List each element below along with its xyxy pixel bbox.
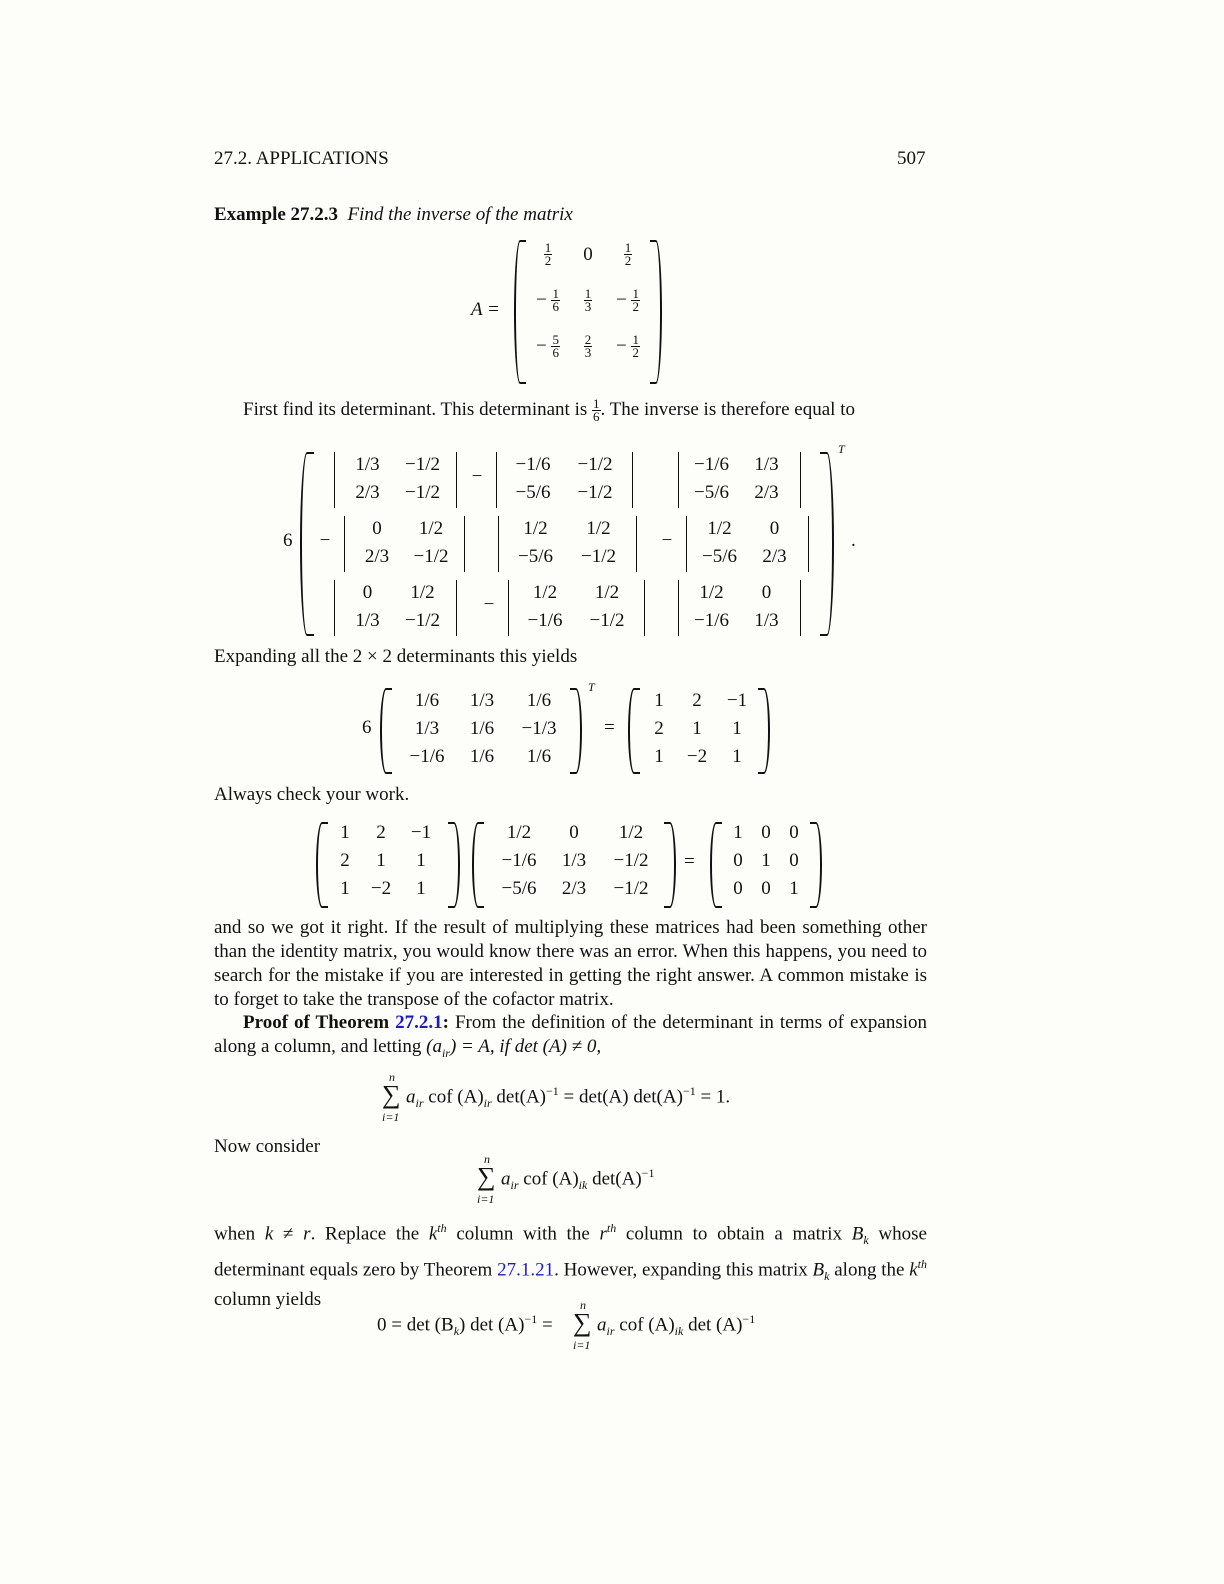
text: . However, expanding this matrix (554, 1259, 813, 1281)
text: whose determinant equals zero by Theorem (214, 1223, 927, 1281)
right-paren (664, 822, 676, 908)
numerator: 1 (624, 240, 632, 255)
minor-entry: 1/3 (355, 610, 380, 631)
eq-equals: = (537, 1314, 553, 1336)
numerator: 1 (632, 286, 639, 301)
matrix-entry: −5/6 (501, 878, 537, 899)
eq-det: ) det (A) (459, 1314, 525, 1336)
theorem-link-27-2-1[interactable]: 27.2.1 (395, 1012, 443, 1033)
matrix-entry: −1/2 (613, 878, 649, 899)
text: column yields (214, 1289, 322, 1311)
minor-entry: 1/2 (594, 582, 620, 603)
math-sup: th (606, 1221, 617, 1235)
minor-entry: −1/2 (405, 482, 440, 503)
matrix-entry: −2 (686, 746, 708, 767)
minor-entry: −1/2 (413, 546, 449, 567)
sum-icon: ∑ (573, 1308, 592, 1337)
determinant-bar (636, 516, 637, 572)
math-k: k (264, 1223, 274, 1245)
matrix-entry: 1 (733, 822, 743, 843)
text: column to obtain a matrix (616, 1223, 852, 1245)
matrix-entry: 1 (416, 850, 426, 871)
minor-entry: −5/6 (694, 482, 729, 503)
minor-entry: −5/6 (515, 482, 551, 503)
eq-sub: ir (483, 1096, 492, 1111)
math-sub: k (863, 1233, 869, 1248)
minor-entry: 1/3 (355, 454, 380, 475)
minor-entry: 2/3 (355, 482, 380, 503)
eq-sub: ir (415, 1096, 424, 1111)
matrix-entry: 1 (789, 878, 799, 899)
sum-icon: ∑ (382, 1080, 401, 1109)
sum-upper-limit: n (580, 1298, 586, 1312)
proof-colon: : (442, 1012, 449, 1033)
right-paren (448, 822, 460, 908)
sign: − (616, 289, 632, 311)
matrix-entry: 1 (761, 850, 771, 871)
minor-entry: 2/3 (762, 546, 787, 567)
fraction (624, 242, 633, 267)
determinant-bar (456, 580, 457, 636)
right-paren (570, 688, 582, 774)
transpose-mark: T (838, 442, 845, 456)
determinant-bar (686, 516, 687, 572)
equation-2 (501, 1166, 654, 1193)
matrix-entry: −1/6 (501, 850, 537, 871)
matrix-entry: 1/2 (506, 822, 532, 843)
proof-text: From the definition of the determinant in terms of expansion along a column, and letting (214, 1012, 928, 1057)
math-sup: th (917, 1257, 927, 1272)
minus-sign: − (319, 530, 331, 551)
matrix-entry: 2 (692, 690, 702, 711)
fraction (544, 242, 553, 267)
matrix-entry: 1/3 (414, 718, 440, 739)
minor-entry: 0 (769, 518, 780, 539)
eq-cof: cof (A) (423, 1086, 484, 1108)
text: along the (829, 1259, 910, 1281)
determinant-bar (334, 580, 335, 636)
proof-math-rest: ) = A, if det (A) ≠ 0, (449, 1036, 602, 1057)
matrix-entry: 2 (340, 850, 350, 871)
sign: − (536, 335, 552, 357)
eq-term: a (597, 1314, 607, 1336)
right-paren (758, 688, 770, 774)
sign: − (536, 289, 552, 311)
minor-entry: −1/2 (405, 610, 440, 631)
eq-end: = 1. (695, 1086, 731, 1108)
left-paren (472, 822, 484, 908)
fraction (584, 288, 593, 313)
minor-entry: 1/2 (532, 582, 558, 603)
matrix-entry: 0 (569, 822, 579, 843)
eq-lhs: 0 = det (B (377, 1314, 454, 1336)
fraction (551, 334, 560, 359)
fraction (631, 334, 640, 359)
minor-entry: −1/2 (581, 546, 616, 567)
minor-entry: −5/6 (518, 546, 553, 567)
now-consider-text: Now consider (214, 1136, 321, 1157)
minor-entry: −1/6 (527, 610, 563, 631)
denominator: 2 (544, 253, 552, 268)
text: column with the (446, 1223, 600, 1245)
determinant-bar (678, 580, 679, 636)
fraction (551, 288, 560, 313)
math-sub: k (824, 1269, 830, 1284)
minus-sign: − (471, 466, 483, 487)
matrix-entry: −1/6 (409, 746, 445, 767)
expanding-text: Expanding all the 2 × 2 determinants this yields (214, 646, 578, 667)
left-paren (380, 688, 392, 774)
math-b: B (812, 1259, 825, 1281)
denominator: 3 (584, 345, 592, 360)
determinant-bar (456, 452, 457, 508)
transpose-mark: T (588, 680, 595, 694)
sum-upper-limit: n (389, 1070, 395, 1084)
minor-entry: 1/2 (707, 518, 732, 539)
matrix-entry: 1/2 (618, 822, 644, 843)
left-paren (300, 452, 314, 636)
expanded-scalar: 6 (362, 717, 372, 738)
matrix-a-entry (528, 334, 568, 359)
eq-sub: ir (510, 1178, 519, 1193)
math-r: r (599, 1223, 607, 1245)
minor-entry: 1/3 (754, 454, 779, 475)
matrix-entry: −1 (726, 690, 748, 711)
minor-entry: −5/6 (702, 546, 737, 567)
paragraph-replace (214, 1216, 927, 1312)
example-heading (214, 204, 573, 226)
determinant-bar (498, 516, 499, 572)
minus-sign: − (483, 594, 495, 615)
eq-exp: −1 (682, 1084, 696, 1098)
sum-upper-limit: n (484, 1152, 490, 1166)
minor-entry: −1/2 (577, 454, 613, 475)
left-paren (710, 822, 722, 908)
equation-1 (406, 1084, 730, 1111)
left-paren (316, 822, 328, 908)
eq-sub: k (453, 1324, 460, 1339)
matrix-entry: 0 (789, 850, 799, 871)
math-sup: th (437, 1221, 447, 1235)
period: . (851, 530, 856, 551)
determinant-bar (800, 452, 801, 508)
minor-entry: 0 (372, 518, 382, 539)
matrix-entry: 1/6 (469, 718, 495, 739)
matrix-a-entry (608, 242, 648, 267)
proof-label: Proof of Theorem (243, 1012, 396, 1033)
minor-entry: 1/2 (586, 518, 611, 539)
matrix-entry: 1/6 (526, 746, 552, 767)
eq-det: det(A) (491, 1086, 547, 1108)
equation-3-rhs (597, 1312, 755, 1339)
math-b: B (851, 1223, 864, 1245)
det-fraction (592, 398, 601, 423)
det-sentence (243, 398, 855, 423)
minor-entry: −1/2 (405, 454, 440, 475)
minus-sign: − (661, 530, 673, 551)
matrix-entry: 1/6 (414, 690, 440, 711)
numerator: 1 (584, 286, 592, 301)
minor-entry: −1/2 (589, 610, 625, 631)
denominator: 2 (624, 253, 632, 268)
eq-rhs: = det(A) det(A) (558, 1086, 683, 1108)
denominator: 6 (552, 299, 559, 314)
determinant-bar (344, 516, 345, 572)
eq-exp: −1 (546, 1084, 559, 1098)
matrix-entry: 1/6 (526, 690, 552, 711)
check-text: Always check your work. (214, 784, 410, 805)
eq-det: det(A) (587, 1168, 642, 1190)
eq-exp: −1 (641, 1166, 655, 1180)
eq-exp: −1 (524, 1312, 538, 1326)
sum-icon: ∑ (477, 1162, 496, 1191)
equals-sign: = (604, 717, 615, 738)
minor-entry: −1/6 (694, 610, 729, 631)
numerator: 5 (552, 332, 559, 347)
matrix-entry: 1/6 (469, 746, 495, 767)
sum-lower-limit: i=1 (477, 1192, 495, 1206)
left-paren (628, 688, 640, 774)
matrix-a-entry (608, 288, 648, 313)
matrix-entry: 0 (761, 878, 771, 899)
matrix-entry: 0 (733, 850, 743, 871)
numerator: 2 (584, 332, 592, 347)
eq-cof: cof (A) (614, 1314, 675, 1336)
matrix-entry: −1/2 (613, 850, 649, 871)
eq-sub: ir (606, 1324, 615, 1339)
determinant-bar (496, 452, 497, 508)
text: when (214, 1223, 265, 1245)
minor-entry: 0 (362, 582, 373, 603)
matrix-entry: −2 (370, 878, 392, 899)
minor-entry: 2/3 (364, 546, 390, 567)
minor-entry: 2/3 (754, 482, 779, 503)
matrix-entry: 1 (654, 690, 664, 711)
example-label: Example 27.2.3 (214, 204, 339, 225)
left-paren (514, 240, 526, 384)
eq-exp: −1 (742, 1312, 756, 1326)
denominator: 3 (584, 299, 592, 314)
det-text-before: First find its determinant. This determinant is (243, 398, 592, 420)
example-statement: Find the inverse of the matrix (347, 204, 573, 225)
minor-entry: 1/2 (699, 582, 724, 603)
matrix-a-entry (528, 288, 568, 313)
determinant-bar (644, 580, 645, 636)
determinant-bar (464, 516, 465, 572)
denominator: 6 (552, 345, 559, 360)
denominator: 2 (632, 299, 639, 314)
matrix-entry: 0 (761, 822, 771, 843)
theorem-link-27-1-21[interactable]: 27.1.21 (497, 1259, 555, 1281)
matrix-entry: 1 (376, 850, 386, 871)
matrix-entry: 0 (789, 822, 799, 843)
right-paren (650, 240, 662, 384)
determinant-bar (800, 580, 801, 636)
matrix-a-entry (568, 334, 608, 359)
matrix-a-entry (568, 288, 608, 313)
sum-lower-limit: i=1 (573, 1338, 591, 1352)
paragraph-result: and so we got it right. If the result of multiplying these matrices had been something other than the identity matrix, you would know there was an error. When this happens, you need to search for the mistake if you are interested in getting the right answer. A common mistake is to forget to take the transpose of the cofactor matrix. (214, 917, 927, 1010)
eq-term: a (406, 1086, 416, 1108)
proof-math-sub: ir (441, 1045, 450, 1060)
det-frac-den: 6 (593, 409, 600, 424)
cofactor-scalar: 6 (283, 530, 293, 551)
minor-entry: 0 (761, 582, 772, 603)
numerator: 1 (552, 286, 559, 301)
math-k: k (909, 1259, 918, 1281)
fraction (584, 334, 593, 359)
matrix-entry: 1 (692, 718, 702, 739)
minor-entry: 1/3 (754, 610, 779, 631)
eq-cof: cof (A) (518, 1168, 579, 1190)
matrix-entry: 1 (732, 718, 742, 739)
eq-det: det (A) (683, 1314, 743, 1336)
determinant-bar (334, 452, 335, 508)
matrix-a-entry (528, 242, 568, 267)
matrix-entry: −1 (410, 822, 432, 843)
proof-paragraph (214, 1011, 927, 1065)
matrix-entry: 1/3 (469, 690, 495, 711)
math-r: r (303, 1223, 311, 1245)
right-paren (820, 452, 834, 636)
equation-3-lhs (377, 1312, 553, 1339)
math-k: k (428, 1223, 438, 1245)
eq-term: a (501, 1168, 511, 1190)
det-text-after: . The inverse is therefore equal to (600, 398, 855, 420)
matrix-entry: 1 (416, 878, 426, 899)
matrix-entry: 2/3 (561, 878, 587, 899)
sum-lower-limit: i=1 (382, 1110, 400, 1124)
proof-math-a: (a (426, 1036, 442, 1057)
matrix-entry: 0 (733, 878, 743, 899)
matrix-entry: 1 (340, 822, 350, 843)
text: ≠ (273, 1223, 304, 1245)
matrix-a-label: A = (471, 299, 500, 320)
determinant-bar (678, 452, 679, 508)
determinant-bar (632, 452, 633, 508)
matrix-entry: 1 (340, 878, 350, 899)
matrix-entry: 1 (654, 746, 664, 767)
sign: − (616, 335, 632, 357)
matrix-a-entry (608, 334, 648, 359)
eq-sub: ik (578, 1178, 588, 1193)
numerator: 1 (544, 240, 552, 255)
matrix-entry: −1/3 (521, 718, 557, 739)
matrix-entry: 2 (654, 718, 664, 739)
right-paren (810, 822, 822, 908)
minor-entry: 1/2 (418, 518, 444, 539)
matrix-entry: 2 (376, 822, 386, 843)
minor-entry: −1/6 (515, 454, 551, 475)
running-header: 27.2. APPLICATIONS (214, 148, 389, 169)
eq-sub: ik (674, 1324, 684, 1339)
minor-entry: 1/2 (523, 518, 548, 539)
matrix-a-entry: 0 (583, 244, 593, 265)
minor-entry: −1/2 (577, 482, 613, 503)
det-frac-num: 1 (593, 396, 600, 411)
numerator: 1 (632, 332, 639, 347)
minor-entry: 1/2 (410, 582, 435, 603)
denominator: 2 (632, 345, 639, 360)
page-number: 507 (897, 148, 926, 169)
fraction (631, 288, 640, 313)
determinant-bar (508, 580, 509, 636)
minor-entry: −1/6 (694, 454, 729, 475)
text: . Replace the (310, 1223, 429, 1245)
determinant-bar (808, 516, 809, 572)
matrix-entry: 1/3 (561, 850, 587, 871)
equals-sign: = (684, 851, 695, 872)
matrix-entry: 1 (732, 746, 742, 767)
